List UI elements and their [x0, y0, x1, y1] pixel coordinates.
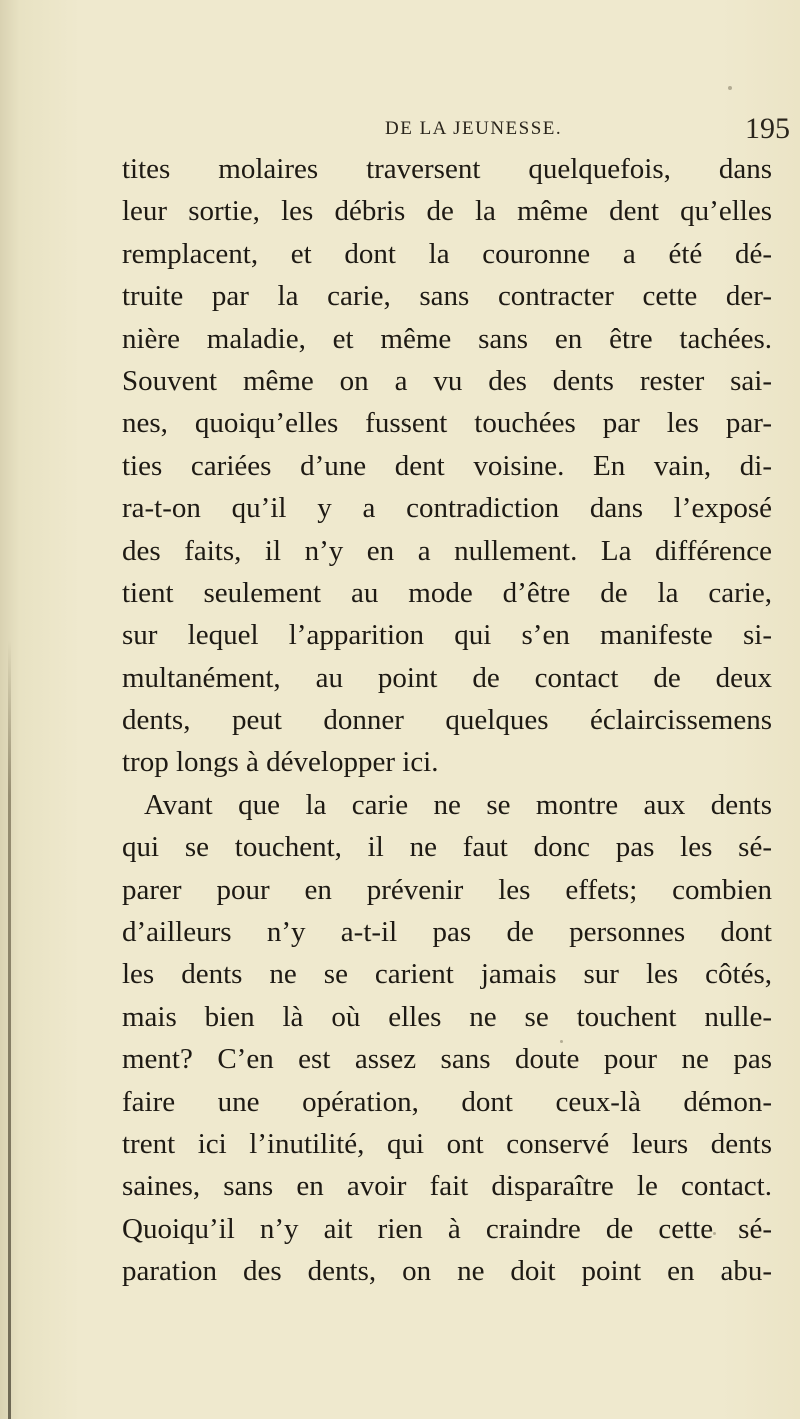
text-line: remplacent, et dont la couronne a été dé-	[122, 237, 772, 270]
text-line: Quoiqu’il n’y ait rien à craindre de cette sé-	[122, 1212, 772, 1245]
paper-speck	[728, 86, 732, 90]
text-line: paration des dents, on ne doit point en abu-	[122, 1255, 772, 1288]
paper-speck	[402, 420, 406, 424]
text-line: tites molaires traversent quelquefois, dans	[122, 153, 772, 185]
text-line: qui se touchent, il ne faut donc pas les sé-	[122, 831, 772, 864]
text-line: nes, quoiqu’elles fussent touchées par les par-	[122, 407, 772, 440]
paper-speck	[560, 1040, 563, 1043]
text-line: sur lequel l’apparition qui s’en manifeste si-	[122, 619, 772, 652]
text-line-paragraph-end: trop longs à développer ici.	[122, 746, 439, 779]
text-line: des faits, il n’y en a nullement. La différence	[122, 534, 772, 567]
text-line: Souvent même on a vu des dents rester sai-	[122, 364, 772, 397]
text-line: nière maladie, et même sans en être tachées.	[122, 322, 772, 355]
text-line: truite par la carie, sans contracter cette der-	[122, 280, 772, 313]
text-line: multanément, au point de contact de deux	[122, 661, 772, 694]
running-title: DE LA JEUNESSE.	[385, 118, 563, 139]
page-number: 195	[745, 112, 790, 145]
text-line: trent ici l’inutilité, qui ont conservé leurs dents	[122, 1127, 772, 1160]
text-line: ment? C’en est assez sans doute pour ne pas	[122, 1043, 772, 1076]
text-line: les dents ne se carient jamais sur les côtés,	[122, 958, 772, 991]
text-line: ties cariées d’une dent voisine. En vain, di-	[122, 449, 772, 482]
text-line: tient seulement au mode d’être de la carie,	[122, 576, 772, 609]
page-binding-edge	[8, 640, 11, 1419]
body-text	[122, 148, 772, 1293]
text-line-paragraph-start: Avant que la carie ne se montre aux dents	[144, 788, 772, 821]
text-line: faire une opération, dont ceux-là démon-	[122, 1085, 772, 1118]
text-line: parer pour en prévenir les effets; combien	[122, 873, 772, 906]
text-line: saines, sans en avoir fait disparaître le contact.	[122, 1170, 772, 1203]
running-head	[0, 112, 800, 152]
text-line: dents, peut donner quelques éclaircissemens	[122, 704, 772, 737]
text-line: mais bien là où elles ne se touchent nulle-	[122, 1000, 772, 1033]
text-line: d’ailleurs n’y a-t-il pas de personnes dont	[122, 916, 772, 949]
text-line: ra-t-on qu’il y a contradiction dans l’exposé	[122, 492, 772, 525]
text-line: leur sortie, les débris de la même dent qu’elles	[122, 195, 772, 228]
paper-speck	[713, 1232, 716, 1235]
